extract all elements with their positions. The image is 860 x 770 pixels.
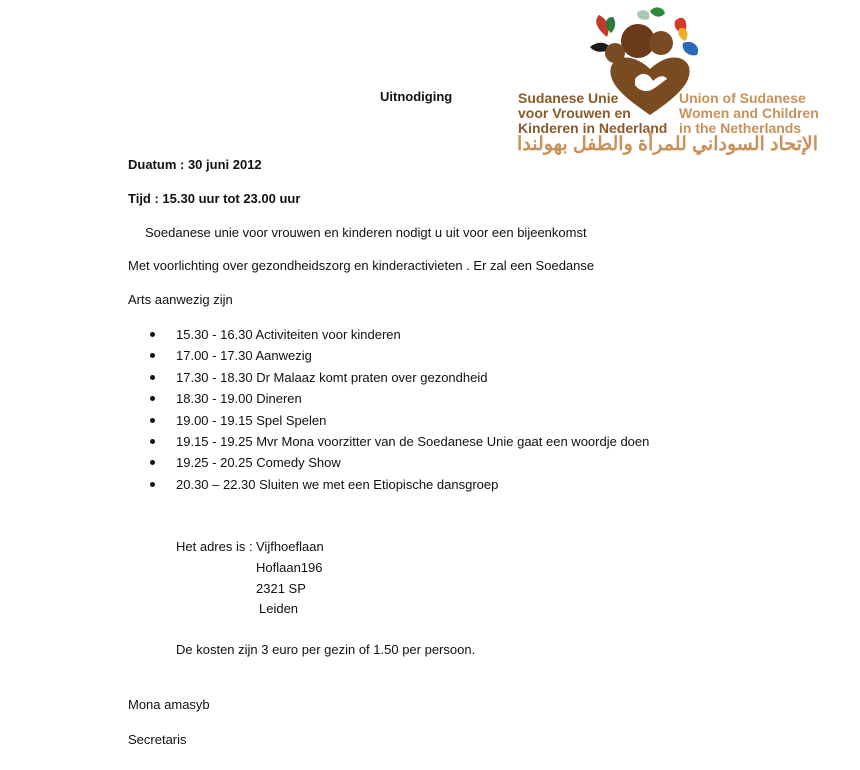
- document-title: Uitnodiging: [380, 89, 453, 104]
- yellow-flame-icon: [678, 28, 687, 41]
- logo-dutch-line: Sudanese Unie: [518, 90, 619, 106]
- logo-text-english: [679, 91, 819, 136]
- organization-logo: [515, 3, 819, 163]
- head-medium-icon: [649, 31, 673, 55]
- bullet-icon: [150, 482, 155, 487]
- green-top-leaf-icon: [650, 7, 665, 16]
- bullet-icon: [150, 332, 155, 337]
- schedule-item-text: 17.30 - 18.30 Dr Malaaz komt praten over gezondheid: [176, 369, 488, 385]
- logo-text-dutch: [518, 91, 667, 136]
- signature-role: Secretaris: [128, 732, 187, 747]
- bullet-icon: [150, 396, 155, 401]
- schedule-item-text: 19.15 - 19.25 Mvr Mona voorzitter van de Soedanese Unie gaat een woordje doen: [176, 433, 650, 449]
- logo-english-line: Union of Sudanese: [679, 90, 806, 106]
- invitation-line-1: Soedanese unie voor vrouwen en kinderen nodigt u uit voor een bijeenkomst: [145, 225, 587, 240]
- bullet-icon: [150, 375, 155, 380]
- address-city: Leiden: [259, 601, 299, 616]
- pale-leaf-icon: [637, 10, 649, 20]
- address-postcode: 2321 SP: [256, 581, 306, 596]
- schedule-item-text: 18.30 - 19.00 Dineren: [176, 391, 302, 407]
- logo-english-line: in the Netherlands: [679, 120, 802, 136]
- address-label: Het adres is :: [176, 539, 253, 554]
- logo-english-line: Women and Children: [679, 105, 819, 121]
- address-street: Vijfhoeflaan: [256, 539, 324, 554]
- schedule-item-text: 19.00 - 19.15 Spel Spelen: [176, 412, 327, 428]
- schedule-item-text: 19.25 - 20.25 Comedy Show: [176, 455, 341, 471]
- logo-dutch-line: voor Vrouwen en: [518, 105, 631, 121]
- schedule-item-text: 17.00 - 17.30 Aanwezig: [176, 348, 312, 364]
- bullet-icon: [150, 353, 155, 358]
- event-date: Duatum : 30 juni 2012: [128, 157, 262, 172]
- address-number: Hoflaan196: [256, 560, 323, 575]
- bullet-icon: [150, 439, 155, 444]
- logo-dutch-line: Kinderen in Nederland: [518, 120, 668, 136]
- bullet-icon: [150, 418, 155, 423]
- cost-info: De kosten zijn 3 euro per gezin of 1.50 per persoon.: [176, 642, 476, 657]
- bullet-icon: [150, 460, 155, 465]
- signature-name: Mona amasyb: [128, 697, 210, 712]
- invitation-line-2: Met voorlichting over gezondheidszorg en kinderactivieten . Er zal een Soedanse: [128, 258, 595, 273]
- schedule-item-text: 15.30 - 16.30 Activiteiten voor kinderen: [176, 327, 401, 342]
- blue-leaf-icon: [683, 42, 698, 55]
- invitation-line-3: Arts aanwezig zijn: [128, 292, 233, 307]
- logo-text-arabic: الإتحاد السوداني للمرأة والطفل بهولندا: [517, 134, 818, 155]
- event-time: Tijd : 15.30 uur tot 23.00 uur: [128, 191, 301, 206]
- schedule-item-text: 20.30 – 22.30 Sluiten we met een Etiopische dansgroep: [176, 476, 499, 492]
